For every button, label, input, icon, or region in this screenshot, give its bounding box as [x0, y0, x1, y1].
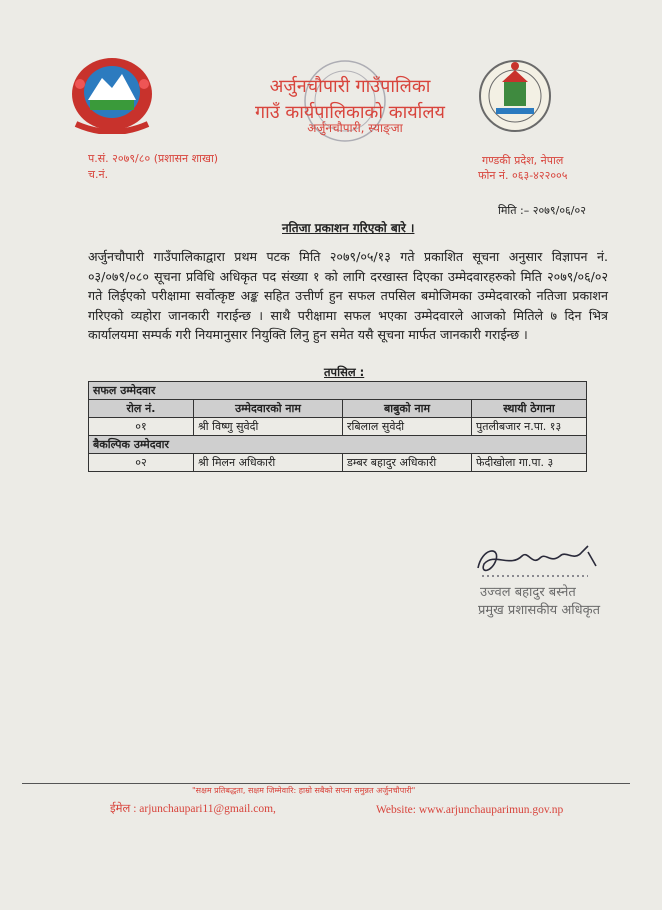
phone-number: फोन नं. ०६३-४२२००५	[478, 169, 568, 182]
signature-image	[470, 538, 610, 582]
letter-subject: नतिजा प्रकाशन गरिएको बारे ।	[282, 221, 415, 235]
table-row	[89, 454, 587, 472]
cell-candidate-name: श्री मिलन अधिकारी	[194, 454, 343, 472]
header-candidate-name: उम्मेदवारको नाम	[194, 400, 343, 418]
details-label: तपसिल :	[324, 365, 365, 379]
alternate-section-row	[89, 436, 587, 454]
signatory-name: उज्वल बहादुर बस्नेत	[480, 585, 576, 600]
nepal-emblem-icon	[66, 54, 158, 134]
footer-divider	[22, 783, 630, 784]
footer-motto: "सक्षम प्रतिबद्धता, सक्षम जिम्मेवारि: हाम्रो सबैको सपना समुन्नत अर्जुनचौपारी"	[192, 786, 416, 795]
header-line-2: गाउँ कार्यपालिकाको कार्यालय	[255, 102, 445, 123]
cell-father-name: रबिलाल सुवेदी	[343, 418, 472, 436]
header-address: स्थायी ठेगाना	[472, 400, 587, 418]
header-father-name: बाबुको नाम	[343, 400, 472, 418]
alternate-label: बैकल्पिक उम्मेदवार	[89, 436, 587, 454]
province-label: गण्डकी प्रदेश, नेपाल	[482, 154, 564, 167]
table-row	[89, 418, 587, 436]
cell-address: फेदीखोला गा.पा. ३	[472, 454, 587, 472]
body-paragraph: अर्जुनचौपारी गाउँपालिकाद्वारा प्रथम पटक मिति २०७९/०५/१३ गते प्रकाशित सूचना अनुसार विज्ञापन नं. ०३/०७९/०८० सूचना प्रविधि अधिकृत पद संख्या १ को लागि दरखास्त दिएका उम्मेदवारहरुको मिति २०७९/०६/०२ गते लिईएको परीक्षामा सर्वोत्कृष्ट अङ्क सहित उत्तीर्ण हुन सफल तपसिल बमोजिमका उम्मेदवारको नतिजा प्रकाशन गरिएको व्यहोरा जानकारी गराईन्छ । साथै परीक्षामा सफल भएका उम्मेदवारले आजको मितिले ७ दिन भित्र कार्यालयमा सम्पर्क गरी नियमानुसार नियुक्ति लिनु हुन समेत यसै सूचना मार्फत जानकारी गराईन्छ ।	[88, 249, 608, 342]
cell-roll: ०२	[89, 454, 194, 472]
cell-roll: ०१	[89, 418, 194, 436]
header-roll: रोल नं.	[89, 400, 194, 418]
cell-father-name: डम्बर बहादुर अधिकारी	[343, 454, 472, 472]
municipality-logo-icon	[478, 56, 552, 136]
cell-candidate-name: श्री विष्णु सुवेदी	[194, 418, 343, 436]
footer-website: Website: www.arjunchauparimun.gov.np	[376, 804, 564, 816]
successful-label: सफल उम्मेदवार	[89, 382, 587, 400]
header-line-3: अर्जुनचौपारी, स्याङ्जा	[307, 121, 403, 135]
table-header-row	[89, 400, 587, 418]
footer-email: ईमेल : arjunchaupari11@gmail.com,	[110, 803, 276, 815]
results-table	[88, 381, 587, 472]
signatory-title: प्रमुख प्रशासकीय अधिकृत	[478, 603, 601, 618]
successful-section-row	[89, 382, 587, 400]
cell-address: पुतलीबजार न.पा. १३	[472, 418, 587, 436]
letter-date: मिति :– २०७९/०६/०२	[498, 204, 586, 217]
dispatch-number: च.नं.	[88, 168, 109, 181]
header-line-1: अर्जुनचौपारी गाउँपालिका	[269, 76, 431, 97]
reference-number: प.सं. २०७९/८० (प्रशासन शाखा)	[88, 152, 219, 165]
